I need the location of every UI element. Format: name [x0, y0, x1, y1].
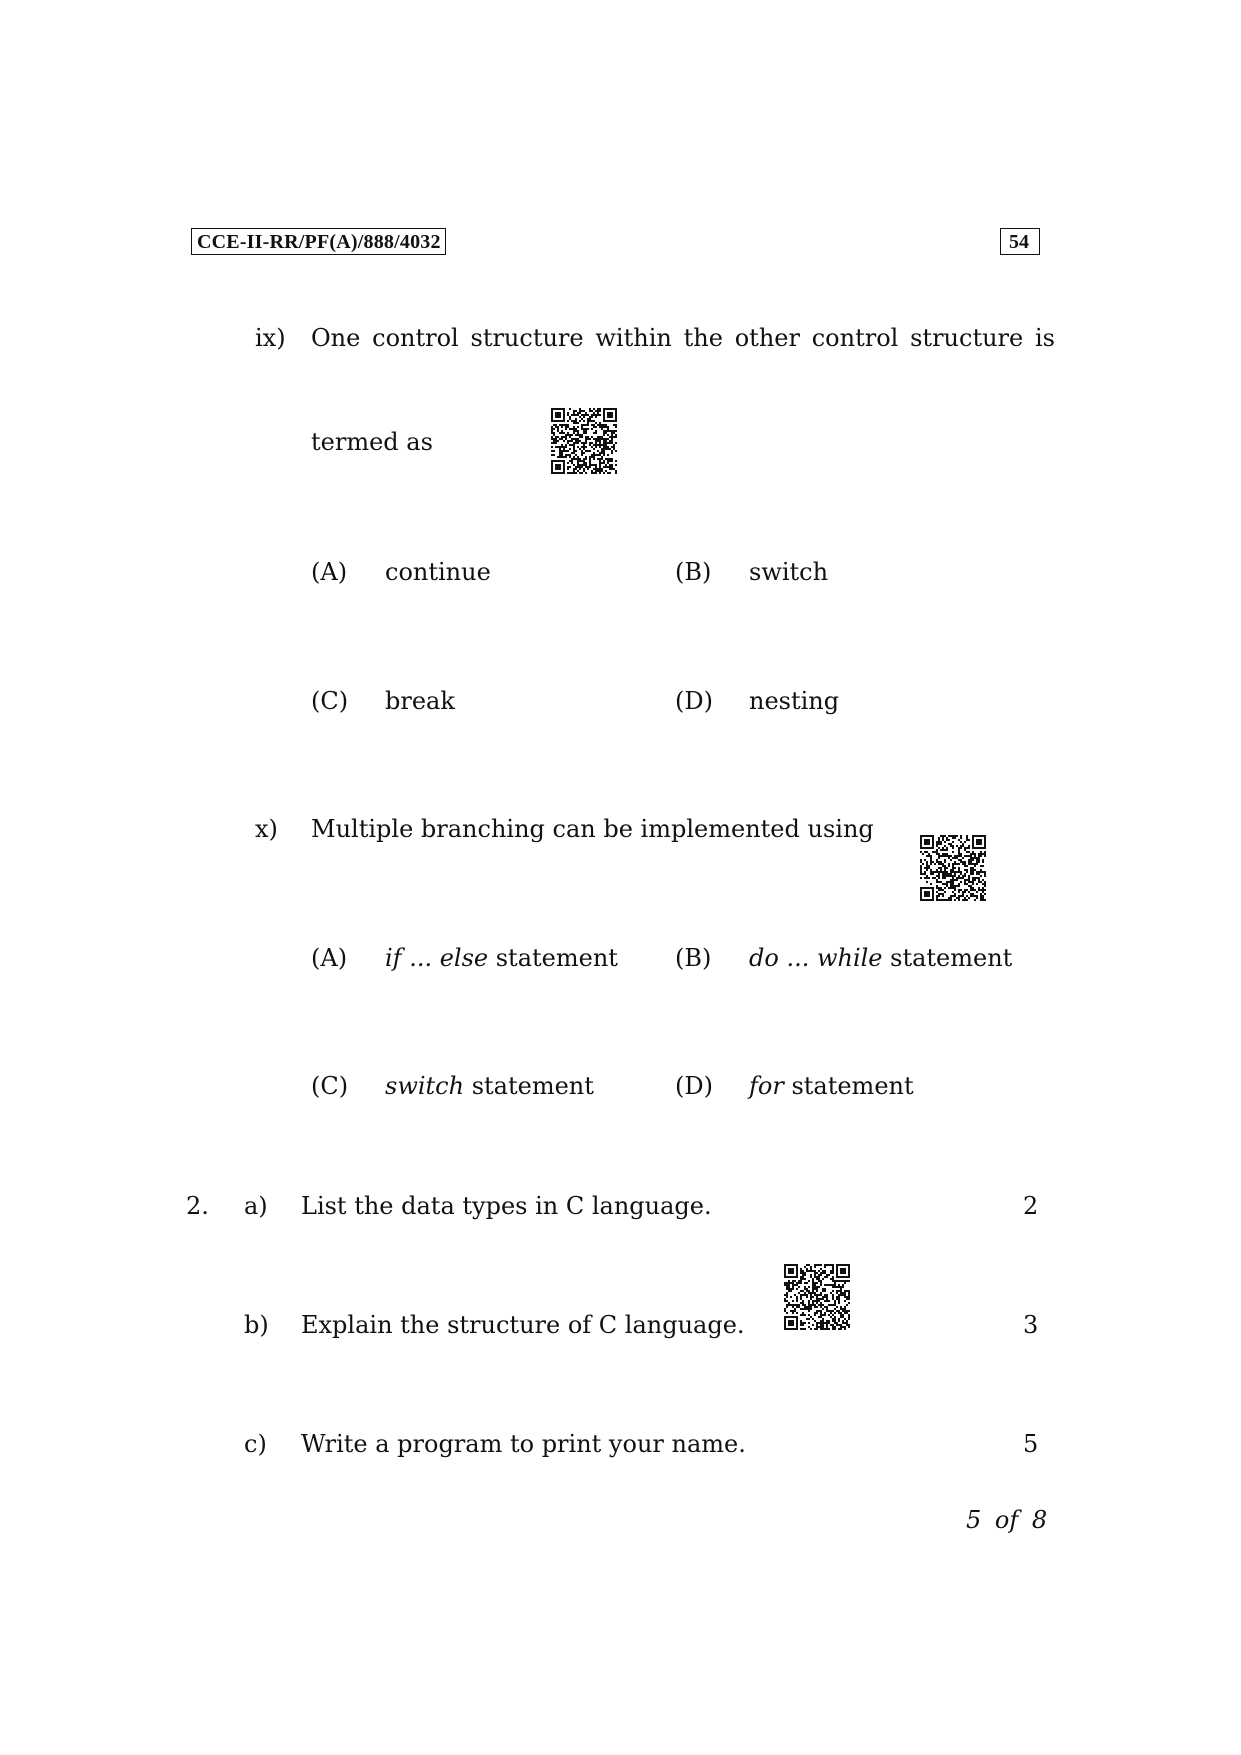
part-text: Explain the structure of C language.: [301, 1311, 745, 1339]
qr-code-icon: [784, 1264, 850, 1330]
page-number: 5 of 8: [966, 1506, 1048, 1534]
page-code: 54: [1000, 228, 1040, 255]
option-suffix: statement: [882, 944, 1013, 972]
part-marks: 5: [1023, 1430, 1039, 1458]
option-label: (A): [311, 558, 348, 586]
qr-code-icon: [551, 408, 617, 474]
option-label: (B): [675, 558, 712, 586]
option-keyword: do ... while: [749, 944, 883, 972]
option-keyword: switch: [385, 1072, 465, 1100]
option-label: (C): [311, 1072, 349, 1100]
option-label: (C): [311, 687, 349, 715]
option-keyword: if ... else: [385, 944, 489, 972]
option-text: break: [385, 687, 455, 715]
part-text: Write a program to print your name.: [301, 1430, 746, 1458]
part-text: List the data types in C language.: [301, 1192, 712, 1220]
paper-code: CCE-II-RR/PF(A)/888/4032: [191, 228, 446, 255]
option-text: switch: [749, 558, 829, 586]
option-suffix: statement: [488, 944, 618, 972]
part-marks: 2: [1023, 1192, 1039, 1220]
option-text: [749, 943, 1012, 973]
option-text: [385, 1071, 594, 1101]
option-suffix: statement: [783, 1072, 914, 1100]
option-keyword: for: [749, 1072, 784, 1100]
part-label: c): [244, 1430, 267, 1458]
option-label: (A): [311, 944, 348, 972]
qr-code-icon: [920, 835, 986, 901]
part-label: a): [244, 1192, 268, 1220]
part-marks: 3: [1023, 1311, 1039, 1339]
part-label: b): [244, 1311, 269, 1339]
option-text: [749, 1071, 914, 1101]
question-ix-number: ix): [255, 324, 286, 352]
question-ix-stem-line2: termed as: [311, 428, 433, 456]
option-text: continue: [385, 558, 491, 586]
question-x-stem: Multiple branching can be implemented using: [311, 815, 874, 843]
question-x-number: x): [255, 815, 278, 843]
option-text: nesting: [749, 687, 840, 715]
question-2-number: 2.: [186, 1192, 209, 1220]
option-label: (D): [675, 687, 713, 715]
option-suffix: statement: [464, 1072, 594, 1100]
option-label: (B): [675, 944, 712, 972]
option-label: (D): [675, 1072, 713, 1100]
option-text: [385, 943, 618, 973]
question-ix-stem-line1: One control structure within the other control structure is: [311, 324, 1055, 352]
